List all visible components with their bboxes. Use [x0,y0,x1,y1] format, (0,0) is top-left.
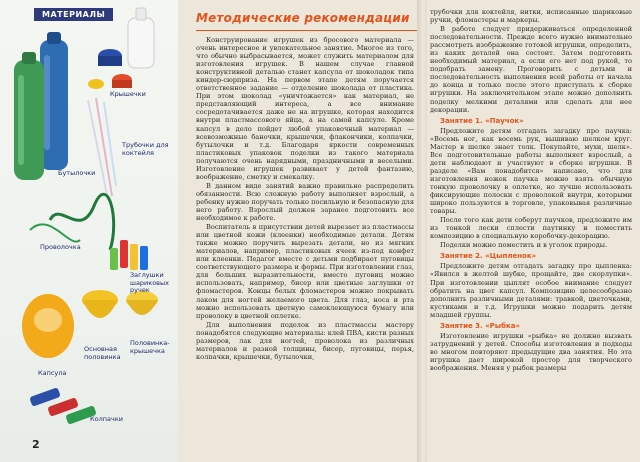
paragraph: Поделки можно поместить и в уголок природы. [440,241,608,250]
paragraph: Для выполнения поделок из пластмассы мастеру понадобятся следующие материалы: клей ПВА, кисти разных размеров, лак для ногтей, проволока из различных материалов и разной толщины, бисер, пуговицы, перья, колпачки, крышечки, бутылочки, [196,320,414,361]
base-label: Основная половинка [84,345,121,361]
materials-sidebar [0,0,178,462]
materials-illustration [0,0,178,462]
text-column-right [430,8,632,458]
straws-image [88,98,116,200]
capsule-image [22,294,74,358]
plugs-label: Заглушки шариковых ручек [130,271,169,294]
plugs-image [110,240,148,270]
section-heading: Занятие 1. «Паучок» [440,116,524,125]
caps-image [88,49,132,89]
pegs-label: Колпачки [90,415,123,423]
book-fold [417,0,427,462]
tubes-label: Трубочки для коктейля [122,141,169,157]
paragraph: трубочки для коктейля, нитки, исписанные шариковые ручки, фломастеры и маркеры. [430,8,632,25]
green-bottle-image [14,52,44,180]
paragraph: В данном виде занятий важно правильно распределить обязанности. Всю сложную работу выполняет взрослый, а ребенку нужно поручать только посильную и безопасную для него работу. Взрослый должен заранее подготовить все необходимое к работе. [196,181,414,223]
base-half-image [82,290,118,318]
paragraph: Воспитатель в присутствии детей вырезает из пластмассы или цветной кожи (клеенки) необходимые детали. Детям также можно поручить вырезать детали, но из мягких материалов, например, пластиковых ячеек из-под конфет или клеенки. Педагог вместе с детьми подбирает пуговицы соответствующего размера и формы. При изготовлении глаз, для больших выразительности, вместо пуговиц можно использовать, например, бисер или цветные заглушки от фломастеров. Концы белых фломастеров можно покрывать лаком для ногтей желаемого цвета. Для глаз, носа и рта можно использовать цветную самоклеющуюся бумагу или проволоку в цветной оплетке. [196,223,414,320]
capsule-label: Капсула [38,369,67,377]
paragraph: Конструирование игрушек из бросового материала — очень интересное и увлекательное занятие. Многое из того, что обычно выбрасывается, может служить материалом для изготовления игрушек. В нашем случае главной конструктивной деталью станет капсула от шоколадок типа киндер-сюрприза. На первом этапе детям поручается ответственное задание — отделение шоколада от пластика. При этом шоколад «уничтожается» как материал, не представляющий интереса, а все внимание сосредотачивается даже не на игрушке, которая находится внутри пластмассового яйца, а на самой капсуле. Кроме капсул в дело пойдет любой упаковочный материал — всевозможные баночки, крышечки, флакончики, колпачки, бутылочки и т.д. Благодаря яркости современных пластиковых упаковок поделки из такого материала получаются очень нарядными, праздничными и веселыми. Изготовление игрушек развивает у детей фантазию, воображение, сметку и смекалку. [196,36,414,181]
wire-label: Проволочка [40,243,81,251]
materials-label: МАТЕРИАЛЫ [34,8,113,21]
marker-caps-image [29,387,97,425]
paragraph: После того как дети соберут паучков, предложите им из тонкой лески сплести паутинку и поместить композицию в специальную коробочку-декорацию. [430,216,632,241]
page-number: 2 [32,438,40,451]
paragraph: Изготовление игрушки «рыбка» не должно вызвать затруднений у детей. Способы изготовления и подходы во многом повторяют предыдущие два занятия. Но эта игрушка дает широкой простор для творческого воображения. Меняя у рыбок размеры [430,331,632,372]
cap-half-image [126,291,158,315]
half-cap-label: Половинка-крышечка [130,339,170,355]
caps-label: Крышечки [110,90,146,98]
bottle-image [40,32,68,170]
bottles-label: Бутылочки [58,169,96,177]
white-bottle-image [128,8,154,68]
section-heading: Занятие 3. «Рыбка» [440,321,521,330]
paragraph: Предложите детям отгадать загадку про паучка: «Восемь ног, как восемь рук, вышиваю шелком круг. Мастер в шелке знает толк. Покупайте, мухи, шелк». Все подготовительные работы выполняет взрослый, а дети наблюдают и участвуют в сборке игрушки. В разделе «Вам понадобится» написано, что для изготовления ножек паучка можно взять обычную тонкую проволочку в оплетке, но лучше использовать фиксирующие полоски с проволокой внутри, которыми широко пользуются в торговле, упаковывая различные товары. [430,126,632,216]
page-title: Методические рекомендации [196,11,410,25]
wire-image [30,194,114,250]
text-column-left [196,36,414,458]
paragraph: Предложите детям отгадать загадку про цыпленка: «Явился в желтой шубке, прощайте, две скорлупки». При изготовлении цыплят особое внимание следует обратить на цвет капсул. Композицию целесообразно дополнить различными деталями: травкой, цветочками, кустиками и т.д. Игрушки можно подарить детям младшей группы. [430,262,632,319]
section-heading: Занятие 2. «Цыпленок» [440,252,537,261]
paragraph: В работе следует придерживаться определенной последовательности. Прежде всего нужно внимательно рассмотреть изображение готовой игрушки, определить, из каких деталей она состоит. Затем подготовить необходимый материал, а если его нет под рукой, то подобрать замену. Проговорить с детьми и последовательность выполнения всей работы от начала до конца и только после этого приступать к сборке игрушки. На заключительном этапе можно дополнить поделку мелкими деталями или сделать для нее декорации. [430,25,632,114]
title-underline [196,30,418,31]
